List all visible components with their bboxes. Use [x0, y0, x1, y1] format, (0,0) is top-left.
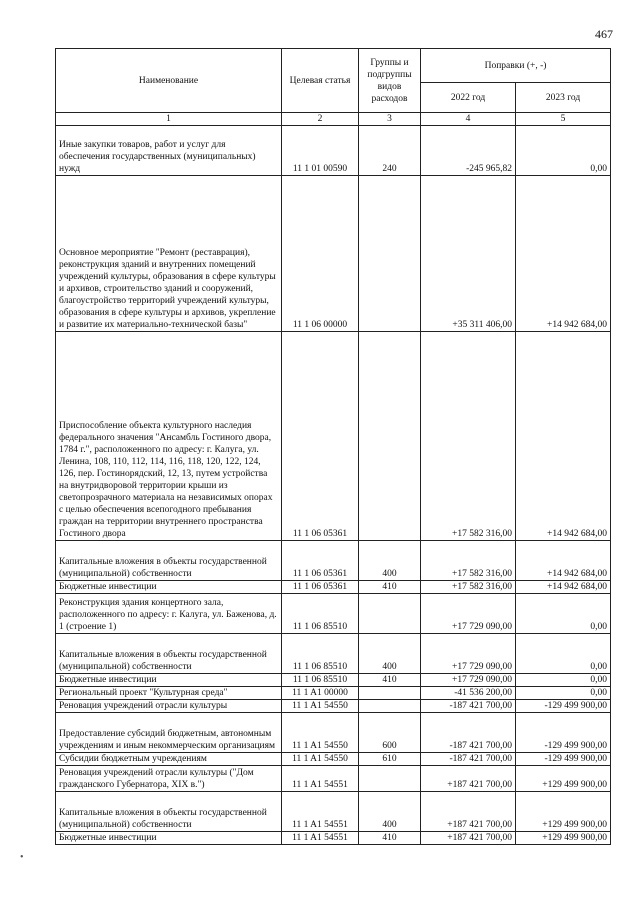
row-target-article: 11 1 06 05361: [282, 332, 359, 541]
row-target-article: 11 1 A1 00000: [282, 687, 359, 700]
column-number: 1: [56, 113, 282, 126]
row-amount-2023: +14 942 684,00: [516, 541, 611, 581]
row-expense-group: [359, 766, 421, 792]
table-row: [56, 832, 611, 845]
row-amount-2022: +17 729 090,00: [421, 674, 516, 687]
row-amount-2023: +129 499 900,00: [516, 766, 611, 792]
row-amount-2022: +17 582 316,00: [421, 332, 516, 541]
row-amount-2022: +187 421 700,00: [421, 766, 516, 792]
row-amount-2023: 0,00: [516, 687, 611, 700]
budget-amendments-table: [55, 48, 611, 845]
row-target-article: 11 1 06 85510: [282, 594, 359, 634]
row-name: Капитальные вложения в объекты государственной (муниципальной) собственности: [56, 541, 282, 581]
row-amount-2023: 0,00: [516, 126, 611, 176]
row-expense-group: 600: [359, 713, 421, 753]
row-name: Капитальные вложения в объекты государственной (муниципальной) собственности: [56, 634, 282, 674]
row-name: Капитальные вложения в объекты государственной (муниципальной) собственности: [56, 792, 282, 832]
row-expense-group: 410: [359, 674, 421, 687]
row-amount-2023: +14 942 684,00: [516, 176, 611, 332]
row-amount-2023: 0,00: [516, 594, 611, 634]
row-amount-2022: +187 421 700,00: [421, 832, 516, 845]
row-name: Бюджетные инвестиции: [56, 581, 282, 594]
row-amount-2022: +187 421 700,00: [421, 792, 516, 832]
table-row: [56, 332, 611, 541]
row-name: Бюджетные инвестиции: [56, 674, 282, 687]
header-year-2023: 2023 год: [516, 83, 611, 113]
table-row: [56, 700, 611, 713]
row-target-article: 11 1 06 85510: [282, 634, 359, 674]
row-amount-2023: 0,00: [516, 634, 611, 674]
row-name: Приспособление объекта культурного наследия федерального значения "Ансамбль Гостиного двора, 1784 г.", расположенного по адресу: г. Калуга, ул. Ленина, 108, 110, 112, 114, 116, 118, 120, 122, 124, 126, пер. Гостинорядский, 12, 13, путем устройства на внутридворовой территории крыши из светопрозрачного материала на независимых опорах с целью обеспечения всепогодного пребывания граждан на территории внутреннего пространства Гостиного двора: [56, 332, 282, 541]
table-row: [56, 541, 611, 581]
table-row: [56, 713, 611, 753]
row-name: Реновация учреждений отрасли культуры: [56, 700, 282, 713]
row-target-article: 11 1 A1 54550: [282, 700, 359, 713]
row-amount-2023: -129 499 900,00: [516, 700, 611, 713]
row-target-article: 11 1 06 05361: [282, 581, 359, 594]
row-target-article: 11 1 A1 54551: [282, 766, 359, 792]
table-row: [56, 753, 611, 766]
row-expense-group: 610: [359, 753, 421, 766]
column-number: 4: [421, 113, 516, 126]
row-amount-2023: +14 942 684,00: [516, 581, 611, 594]
row-target-article: 11 1 A1 54550: [282, 753, 359, 766]
row-amount-2022: -187 421 700,00: [421, 753, 516, 766]
header-expense-groups: Группы и подгруппы видов расходов: [359, 49, 421, 113]
row-amount-2023: -129 499 900,00: [516, 713, 611, 753]
row-name: Реновация учреждений отрасли культуры ("Дом гражданского Губернатора, XIX в."): [56, 766, 282, 792]
row-name: Субсидии бюджетным учреждениям: [56, 753, 282, 766]
row-amount-2022: +35 311 406,00: [421, 176, 516, 332]
row-amount-2022: +17 582 316,00: [421, 581, 516, 594]
row-target-article: 11 1 01 00590: [282, 126, 359, 176]
page-number: 467: [595, 27, 613, 41]
table-row: [56, 792, 611, 832]
row-amount-2022: +17 729 090,00: [421, 594, 516, 634]
row-amount-2023: 0,00: [516, 674, 611, 687]
row-expense-group: 410: [359, 832, 421, 845]
table-row: [56, 594, 611, 634]
row-amount-2022: -187 421 700,00: [421, 700, 516, 713]
table-row: [56, 126, 611, 176]
column-number: 5: [516, 113, 611, 126]
row-name: Предоставление субсидий бюджетным, автономным учреждениям и иным некоммерческим организациям: [56, 713, 282, 753]
row-name: Основное мероприятие "Ремонт (реставрация), реконструкция зданий и внутренних помещений учреждений культуры, образования в сфере культуры и архивов, строительство зданий и сооружений, благоустройство территорий учреждений культуры, образования в сфере культуры и архивов, укрепление и развитие их материально-технической базы": [56, 176, 282, 332]
row-amount-2022: -187 421 700,00: [421, 713, 516, 753]
row-amount-2022: +17 729 090,00: [421, 634, 516, 674]
table-row: [56, 634, 611, 674]
column-number: 3: [359, 113, 421, 126]
row-target-article: 11 1 06 85510: [282, 674, 359, 687]
row-expense-group: 400: [359, 541, 421, 581]
row-amount-2023: +14 942 684,00: [516, 332, 611, 541]
row-amount-2023: -129 499 900,00: [516, 753, 611, 766]
column-number: 2: [282, 113, 359, 126]
table-row: [56, 766, 611, 792]
table-row: [56, 176, 611, 332]
header-amendments: Поправки (+, -): [421, 49, 611, 83]
row-target-article: 11 1 A1 54551: [282, 832, 359, 845]
row-amount-2022: +17 582 316,00: [421, 541, 516, 581]
row-expense-group: 400: [359, 634, 421, 674]
table-row: [56, 674, 611, 687]
row-expense-group: [359, 687, 421, 700]
row-name: Иные закупки товаров, работ и услуг для обеспечения государственных (муниципальных) нужд: [56, 126, 282, 176]
margin-dot: •: [20, 852, 24, 863]
row-expense-group: [359, 176, 421, 332]
row-expense-group: 410: [359, 581, 421, 594]
row-amount-2022: -41 536 200,00: [421, 687, 516, 700]
row-amount-2022: -245 965,82: [421, 126, 516, 176]
row-name: Реконструкция здания концертного зала, расположенного по адресу: г. Калуга, ул. Баженова, д. 1 (строение 1): [56, 594, 282, 634]
row-name: Бюджетные инвестиции: [56, 832, 282, 845]
row-target-article: 11 1 A1 54551: [282, 792, 359, 832]
header-year-2022: 2022 год: [421, 83, 516, 113]
row-target-article: 11 1 06 05361: [282, 541, 359, 581]
row-expense-group: 240: [359, 126, 421, 176]
row-expense-group: [359, 332, 421, 541]
row-expense-group: [359, 594, 421, 634]
header-target-article: Целевая статья: [282, 49, 359, 113]
row-target-article: 11 1 A1 54550: [282, 713, 359, 753]
table-row: [56, 581, 611, 594]
row-expense-group: 400: [359, 792, 421, 832]
header-name: Наименование: [56, 49, 282, 113]
row-amount-2023: +129 499 900,00: [516, 792, 611, 832]
table-row: [56, 687, 611, 700]
row-amount-2023: +129 499 900,00: [516, 832, 611, 845]
row-name: Региональный проект "Культурная среда": [56, 687, 282, 700]
row-target-article: 11 1 06 00000: [282, 176, 359, 332]
row-expense-group: [359, 700, 421, 713]
